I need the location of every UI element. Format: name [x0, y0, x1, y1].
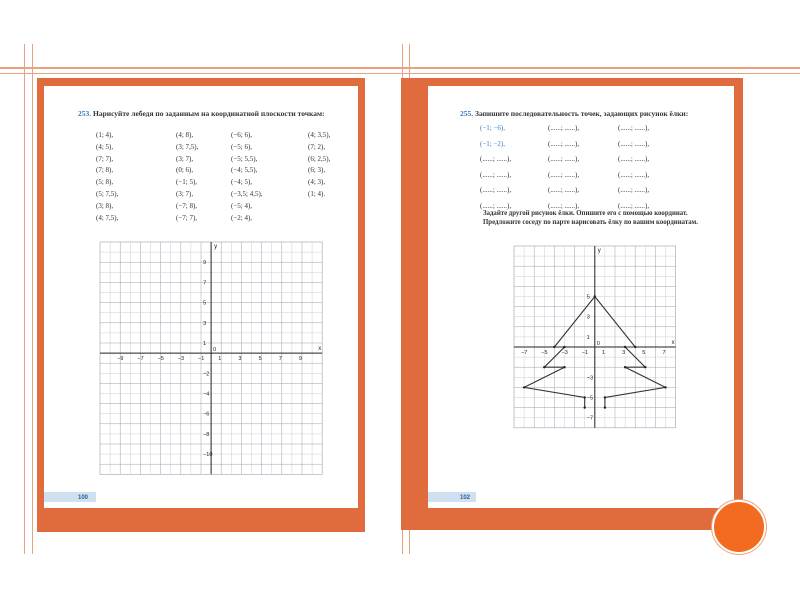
tree-vertex — [553, 346, 555, 348]
y-tick-label: 5 — [586, 294, 590, 301]
x-tick-label: 5 — [258, 356, 262, 363]
tree-vertex — [523, 386, 525, 388]
right-task-text: Задайте другой рисунок ёлки. Опишите его с помощью координат. Предложите соседу по парте нарисовать ёлку по вашим координатам. — [483, 210, 698, 226]
y-tick-label: −3 — [586, 375, 594, 382]
coordinate-item: (5; 8), — [96, 178, 114, 187]
y-tick-label: −4 — [203, 391, 210, 398]
x-tick-label: −3 — [561, 350, 568, 356]
blank-point: (......; ......), — [548, 124, 580, 132]
coordinate-item: (3; 7,5), — [176, 142, 199, 151]
blank-point: (......; ......), — [618, 124, 650, 132]
tree-vertex — [543, 366, 545, 368]
tree-vertex — [624, 346, 626, 348]
coordinate-item: (7; 2), — [308, 142, 326, 151]
coordinate-item: (7; 8), — [96, 166, 114, 175]
coordinate-item: (−4; 5), — [231, 178, 253, 187]
tree-vertex — [563, 346, 565, 348]
x-tick-label: −3 — [177, 356, 185, 363]
coordinate-item: (4; 3), — [308, 178, 326, 187]
y-tick-label: −10 — [203, 452, 213, 459]
blank-point: (......; ......), — [618, 186, 650, 194]
coordinate-item: (7; 7), — [96, 154, 114, 163]
y-tick-label: 5 — [203, 300, 207, 307]
y-axis-label: y — [597, 248, 601, 254]
left-problem-text: Нарисуйте лебедя по заданным на координатной плоскости точкам: — [93, 109, 325, 118]
x-tick-label: −1 — [581, 350, 588, 356]
left-problem-number: 253. — [78, 109, 92, 118]
decor-line-top-2 — [0, 73, 800, 74]
x-tick-label: −1 — [198, 356, 205, 363]
decor-orange-circle — [712, 500, 766, 554]
left-problem-title — [78, 108, 350, 119]
x-tick-label: −7 — [137, 356, 144, 363]
tree-vertex — [634, 346, 636, 348]
right-problem-number: 255. — [460, 109, 474, 118]
y-tick-label: 1 — [203, 341, 207, 347]
coordinate-item: (−7; 7), — [176, 213, 198, 222]
blank-point: (......; ......), — [618, 155, 650, 163]
tree-vertex — [563, 366, 565, 368]
coordinate-item: (−6; 6), — [231, 131, 253, 139]
blank-point: (......; ......), — [480, 201, 512, 210]
x-tick-label: 3 — [238, 356, 242, 363]
tree-vertex — [584, 396, 586, 398]
coordinate-item: (1; 4), — [96, 131, 114, 139]
tree-vertex — [594, 295, 596, 297]
blank-point: (......; ......), — [480, 170, 512, 179]
coordinate-item: (5; 7,5), — [96, 190, 119, 198]
y-tick-label: −6 — [203, 411, 210, 418]
blank-point: (......; ......), — [548, 186, 580, 194]
y-tick-label: 3 — [203, 320, 207, 327]
origin-label: 0 — [596, 341, 600, 347]
x-axis-label: x — [671, 340, 675, 346]
tree-vertex — [624, 366, 626, 368]
x-tick-label: −5 — [157, 356, 164, 363]
x-tick-label: 7 — [662, 350, 666, 356]
given-point: (−1; −6), — [480, 124, 506, 132]
y-tick-label: −2 — [203, 371, 210, 378]
blank-point: (......; ......), — [548, 201, 580, 210]
tree-vertex — [664, 386, 666, 388]
blank-point: (......; ......), — [618, 139, 650, 148]
x-tick-label: 9 — [299, 356, 303, 363]
coordinate-item: (0; 6), — [176, 166, 194, 175]
coordinate-item: (4; 3,5), — [308, 131, 331, 139]
y-tick-label: −7 — [586, 415, 594, 422]
given-point: (−1; −2), — [480, 139, 506, 148]
x-tick-label: 1 — [218, 356, 222, 363]
left-page — [44, 86, 358, 508]
coordinate-item: (4; 5), — [96, 142, 114, 151]
coordinate-item: (−5; 4), — [231, 201, 253, 210]
coordinate-item: (−5; 6), — [231, 142, 253, 151]
right-problem-text: Запишите последовательность точек, задающих рисунок ёлки: — [475, 109, 689, 118]
x-axis-label: x — [318, 346, 322, 353]
y-axis-label: y — [214, 244, 218, 250]
blank-point: (......; ......), — [548, 155, 580, 163]
blank-point: (......; ......), — [480, 155, 512, 163]
right-problem-title — [460, 108, 730, 119]
blank-point: (......; ......), — [618, 170, 650, 179]
coordinate-item: (4; 7,5), — [96, 213, 119, 222]
left-coordinate-grid — [44, 238, 358, 508]
coordinate-item: (4; 8), — [176, 131, 194, 139]
blank-point: (......; ......), — [548, 139, 580, 148]
y-tick-label: 3 — [586, 314, 590, 321]
tree-vertex — [644, 366, 646, 368]
decor-line-vertical — [24, 44, 25, 554]
blank-point: (......; ......), — [480, 186, 512, 194]
y-tick-label: −5 — [586, 395, 594, 402]
blank-point: (......; ......), — [618, 201, 650, 210]
coordinate-item: (−3,5; 4,5), — [231, 190, 263, 198]
tree-vertex — [604, 396, 606, 398]
coordinate-item: (3; 8), — [96, 201, 114, 210]
x-tick-label: 7 — [278, 356, 282, 363]
decor-line-top — [0, 67, 800, 69]
coordinate-item: (6; 2,5), — [308, 154, 331, 163]
right-coordinate-grid — [428, 240, 734, 450]
y-tick-label: 1 — [586, 334, 590, 341]
coordinate-item: (−2; 4), — [231, 213, 253, 222]
x-tick-label: 5 — [642, 350, 646, 356]
right-page-number: 102 — [460, 495, 471, 501]
x-tick-label: 3 — [622, 350, 626, 356]
x-tick-label: −5 — [541, 350, 548, 356]
x-tick-label: −7 — [521, 350, 528, 356]
y-tick-label: 9 — [203, 260, 207, 267]
y-tick-label: 7 — [203, 280, 207, 287]
tree-vertex — [584, 406, 586, 408]
coordinate-item: (−4; 5,5), — [231, 166, 258, 175]
tree-vertex — [604, 406, 606, 408]
x-tick-label: 1 — [601, 350, 605, 356]
decor-line-vertical-2 — [32, 44, 33, 554]
coordinate-item: (−5; 5,5), — [231, 154, 258, 163]
right-page — [428, 86, 734, 508]
coordinate-item: (3; 7), — [176, 154, 194, 163]
x-tick-label: −9 — [117, 356, 124, 363]
origin-label: 0 — [213, 347, 217, 354]
coordinate-item: (1; 4). — [308, 190, 326, 198]
left-footer-bar — [44, 492, 96, 502]
blank-point: (......; ......), — [548, 170, 580, 179]
coordinate-item: (6; 3), — [308, 166, 326, 175]
left-page-number: 100 — [78, 495, 89, 501]
coordinate-item: (3; 7), — [176, 190, 194, 198]
coordinate-item: (−7; 8), — [176, 201, 198, 210]
coordinate-item: (−1; 5), — [176, 178, 198, 187]
y-tick-label: −8 — [203, 431, 210, 438]
